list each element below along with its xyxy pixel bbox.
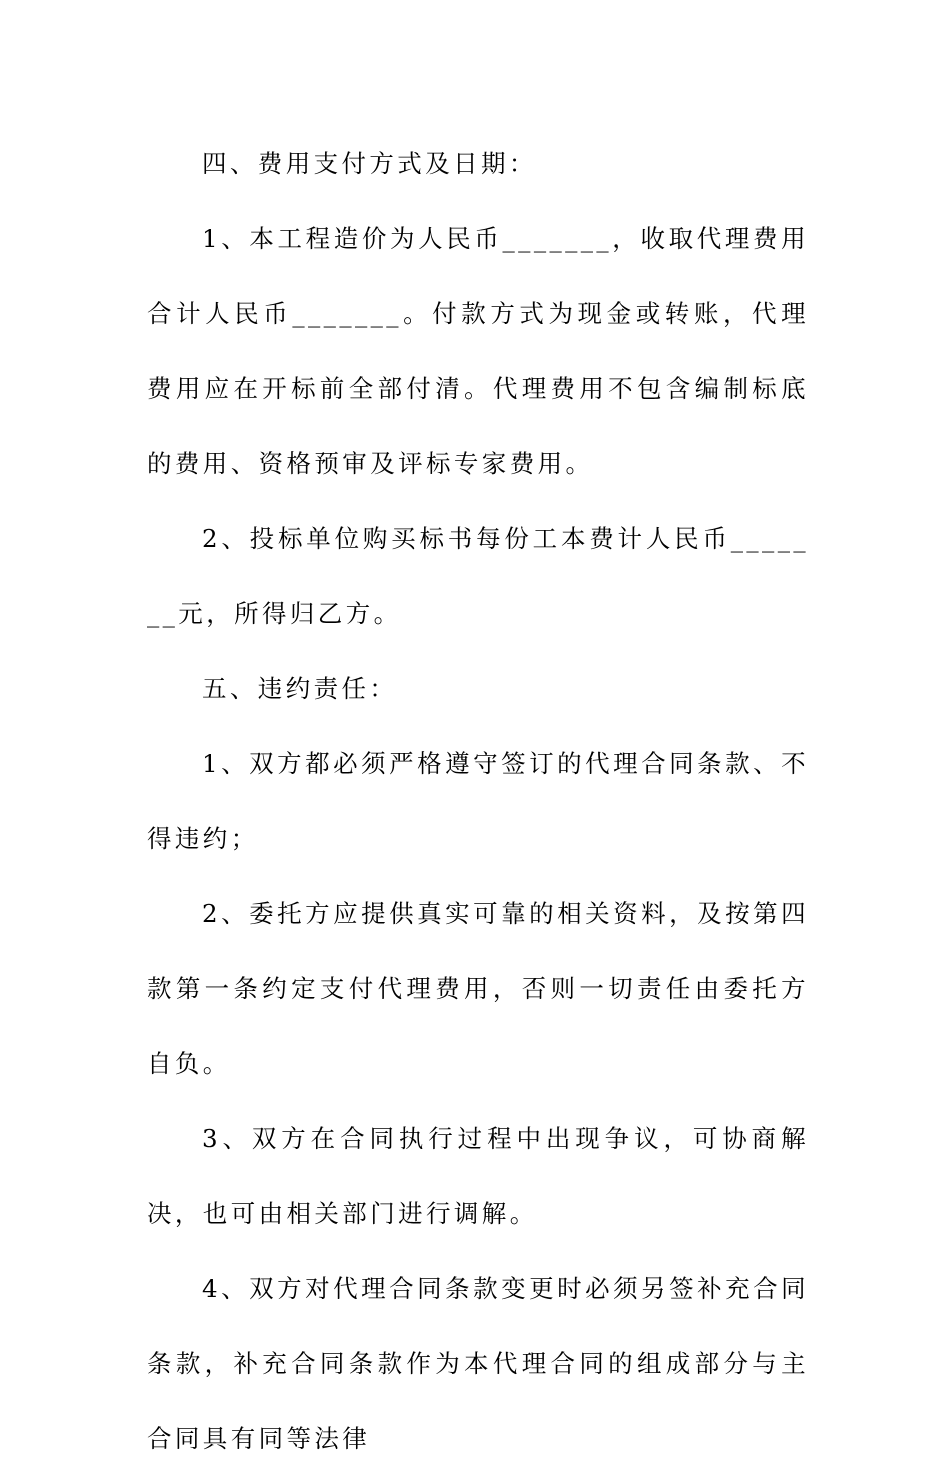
section-heading-fee-payment: 四、费用支付方式及日期： (202, 149, 537, 178)
document-body (147, 126, 809, 1476)
clause-tender-document-fee: 2、投标单位购买标书每份工本费计人民币_______元，所得归乙方。 (147, 524, 809, 628)
clause-dispute-resolution: 3、双方在合同执行过程中出现争议，可协商解决，也可由相关部门进行调解。 (147, 1124, 809, 1228)
section-heading-breach-liability: 五、违约责任： (202, 674, 398, 703)
clause-client-obligations: 2、委托方应提供真实可靠的相关资料，及按第四款第一条约定支付代理费用，否则一切责任由委托方自负。 (147, 899, 809, 1078)
clause-contract-amendment: 4、双方对代理合同条款变更时必须另签补充合同条款，补充合同条款作为本代理合同的组成部分与主合同具有同等法律 (147, 1274, 809, 1453)
clause-fee-amount: 1、本工程造价为人民币_______，收取代理费用合计人民币_______。付款方式为现金或转账，代理费用应在开标前全部付清。代理费用不包含编制标底的费用、资格预审及评标专家费用。 (147, 224, 809, 478)
clause-comply-terms: 1、双方都必须严格遵守签订的代理合同条款、不得违约； (147, 749, 809, 853)
